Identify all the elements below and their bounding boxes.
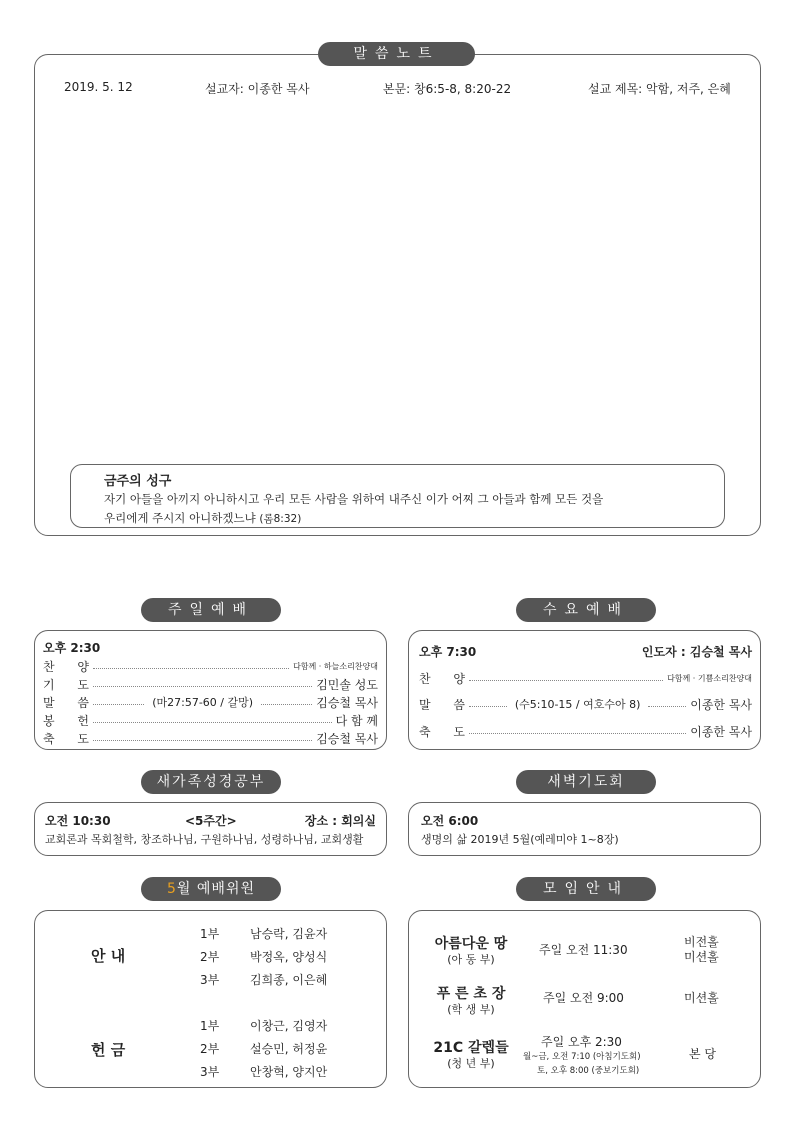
dotted-leader — [93, 704, 144, 705]
prayer-label: 기 도 — [43, 677, 89, 692]
offering-names-2: 설승민, 허정윤 — [250, 1042, 328, 1056]
offering-part-2: 2부 — [200, 1042, 220, 1056]
praise-value: 다함께 · 하늘소리찬양대 — [293, 661, 378, 671]
usher-names-1: 남승락, 김윤자 — [250, 927, 328, 941]
meeting-name-youth: 21C 갈렙들 — [433, 1040, 509, 1056]
meeting-place-youth: 본 당 — [689, 1047, 716, 1061]
dotted-leader — [648, 706, 686, 707]
dawn-prayer-desc: 생명의 삶 2019년 5월(예레미야 1~8장) — [421, 833, 619, 846]
praise-label: 찬 양 — [43, 659, 89, 674]
praise-value: 다함께 · 기쁨소리찬양대 — [667, 673, 752, 683]
dotted-leader — [93, 668, 289, 669]
prayer-value: 김민솔 성도 — [316, 677, 378, 692]
sermon-title: 설교 제목: 악함, 저주, 은혜 — [588, 82, 731, 96]
meeting-name-children: 아름다운 땅 — [434, 936, 508, 952]
meeting-place-students: 미션홀 — [684, 991, 719, 1005]
sermon-notes-title: 말씀노트 — [318, 42, 475, 66]
sermon-date: 2019. 5. 12 — [64, 80, 133, 94]
meeting-time-students: 주일 오전 9:00 — [543, 991, 624, 1005]
benediction-value: 이종한 목사 — [690, 724, 752, 739]
committee-title — [141, 877, 281, 901]
usher-names-3: 김희종, 이은혜 — [250, 973, 328, 987]
meeting-name-students: 푸 른 초 장 — [436, 986, 506, 1002]
meeting-extra-youth-1: 월~금, 오전 7:10 (아침기도회) — [523, 1052, 641, 1062]
dawn-prayer-title: 새벽기도회 — [516, 770, 656, 794]
sermon-label: 말 씀 — [419, 697, 465, 712]
family-study-topics: 교회론과 목회철학, 창조하나님, 구원하나님, 성령하나님, 교회생활 — [45, 833, 364, 846]
praise-label: 찬 양 — [419, 671, 465, 686]
sermon-preacher: 설교자: 이종한 목사 — [205, 82, 310, 96]
usher-part-3: 3부 — [200, 973, 220, 987]
usher-names-2: 박정옥, 양성식 — [250, 950, 328, 964]
sermon-scripture: 본문: 창6:5-8, 8:20-22 — [383, 82, 512, 96]
family-study-title: 새가족성경공부 — [141, 770, 281, 794]
meeting-sub-students: (학 생 부) — [447, 1003, 495, 1016]
committee-box — [34, 910, 387, 1088]
sermon-value: 이종한 목사 — [690, 697, 753, 712]
dawn-prayer-box — [408, 802, 761, 856]
dawn-prayer-time: 오전 6:00 — [421, 814, 479, 828]
weekly-verse-title: 금주의 성구 — [104, 474, 172, 489]
family-study-place: 장소 : 회의실 — [304, 814, 376, 828]
offering-names-1: 이창근, 김영자 — [250, 1019, 328, 1033]
offering-part-1: 1부 — [200, 1019, 220, 1033]
weekly-verse-line1: 자기 아들을 아끼지 아니하시고 우리 모든 사람을 위하여 내주신 이가 어찌 그 아들과 함께 모든 것을 — [104, 492, 604, 506]
meeting-time-youth: 주일 오후 2:30 — [541, 1035, 622, 1049]
dotted-leader — [261, 704, 312, 705]
dotted-leader — [93, 740, 312, 741]
wednesday-leader: 인도자 : 김승철 목사 — [641, 645, 752, 659]
dotted-leader — [93, 722, 332, 723]
offering-part-3: 3부 — [200, 1065, 220, 1079]
sunday-service-box — [34, 630, 387, 750]
benediction-label: 축 도 — [419, 724, 465, 739]
sunday-row-benediction — [43, 729, 378, 747]
dotted-leader — [469, 680, 663, 681]
committee-title-text: 월 예배위원 — [176, 881, 255, 897]
family-study-time: 오전 10:30 — [45, 814, 111, 828]
benediction-value: 김승철 목사 — [316, 731, 378, 746]
meetings-title: 모임안내 — [516, 877, 656, 901]
sermon-passage: (수5:10-15 / 여호수아 8) — [511, 696, 645, 712]
offering-group-name: 헌 금 — [91, 1041, 126, 1059]
wednesday-service-box — [408, 630, 761, 750]
wednesday-row-praise — [419, 669, 752, 687]
usher-group-name: 안 내 — [91, 947, 126, 965]
sunday-row-sermon — [43, 693, 378, 711]
meeting-place-children-2: 미션홀 — [684, 950, 719, 964]
sermon-value: 김승철 목사 — [316, 695, 379, 710]
sunday-row-prayer — [43, 675, 378, 693]
usher-part-1: 1부 — [200, 927, 220, 941]
sermon-label: 말 씀 — [43, 695, 89, 710]
offering-value: 다 함 께 — [335, 713, 378, 728]
wednesday-service-time: 오후 7:30 — [419, 645, 477, 659]
meetings-box — [408, 910, 761, 1088]
meeting-sub-youth: (청 년 부) — [447, 1057, 495, 1070]
dotted-leader — [469, 733, 686, 734]
benediction-label: 축 도 — [43, 731, 89, 746]
wednesday-row-sermon — [419, 695, 752, 713]
sunday-row-offering — [43, 711, 378, 729]
weekly-verse-line2 — [104, 510, 301, 526]
family-study-box — [34, 802, 387, 856]
verse-line2-text: 우리에게 주시지 아니하겠느냐 — [104, 511, 256, 525]
meeting-time-children: 주일 오전 11:30 — [539, 943, 628, 957]
dotted-leader — [469, 706, 507, 707]
sermon-passage: (마27:57-60 / 갈망) — [148, 694, 257, 710]
meeting-place-children-1: 비전홀 — [684, 935, 719, 949]
offering-names-3: 안창혁, 양지안 — [250, 1065, 328, 1079]
sunday-service-title: 주일예배 — [141, 598, 281, 622]
dotted-leader — [93, 686, 312, 687]
usher-part-2: 2부 — [200, 950, 220, 964]
meeting-sub-children: (아 동 부) — [447, 953, 495, 966]
sunday-row-praise — [43, 657, 378, 675]
sunday-service-time: 오후 2:30 — [43, 641, 101, 655]
meeting-extra-youth-2: 토, 오후 8:00 (중보기도회) — [537, 1066, 640, 1076]
wednesday-row-benediction — [419, 722, 752, 740]
family-study-weeks: <5주간> — [185, 814, 237, 828]
offering-label: 봉 헌 — [43, 713, 89, 728]
verse-reference: (롬8:32) — [259, 513, 302, 525]
committee-month: 5 — [167, 881, 177, 897]
wednesday-service-title: 수요예배 — [516, 598, 656, 622]
